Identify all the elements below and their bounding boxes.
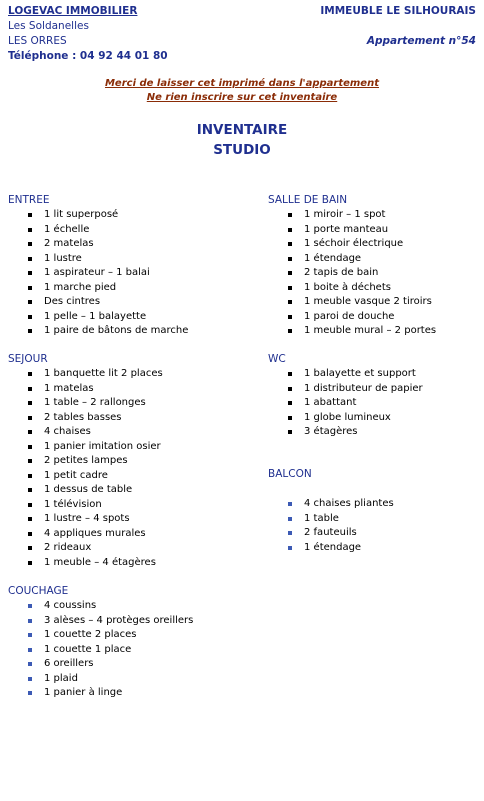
item-list [8,208,188,339]
section-title: SALLE DE BAIN [268,194,348,206]
section-sejour [8,352,163,570]
title-line-2: STUDIO [213,142,271,158]
list-item [44,512,163,527]
list-item [304,411,423,426]
notice-line-1: Merci de laisser cet imprimé dans l'appartement [104,78,379,89]
section-salle-de-bain [268,193,436,339]
item-text: 1 matelas [44,382,94,394]
item-text: 1 séchoir électrique [304,238,404,249]
notice [0,77,484,105]
bullet-icon [28,648,32,652]
list-item [304,367,423,382]
bullet-icon [28,677,32,681]
company-name: LOGEVAC IMMOBILIER [8,5,138,17]
list-item [44,454,163,469]
bullet-icon [28,315,32,319]
item-text: 2 tapis de bain [304,267,379,278]
list-item [304,295,436,310]
bullet-icon [28,228,32,232]
item-text: 1 table [304,512,339,524]
title-line-1: INVENTAIRE [196,122,288,138]
bullet-icon [288,430,292,434]
bullet-icon [288,387,292,391]
bullet-icon [288,401,292,405]
bullet-icon [288,502,292,506]
bullet-icon [28,445,32,449]
list-item [44,541,163,556]
bullet-icon [28,271,32,275]
bullet-icon [28,257,32,261]
list-item [304,541,394,556]
item-text: 1 couette 2 places [44,629,137,640]
item-text: 1 panier imitation osier [44,440,161,452]
list-item [304,252,436,267]
list-item [44,556,163,571]
item-text: 1 couette 1 place [44,643,132,655]
bullet-icon [28,474,32,478]
item-text: 1 échelle [44,223,90,235]
list-item [44,396,163,411]
item-text: 1 petit cadre [44,469,108,481]
list-item [44,614,193,629]
bullet-icon [288,257,292,261]
item-text: 6 oreillers [44,658,94,669]
list-item [44,310,188,325]
bullet-icon [28,387,32,391]
item-text: 4 chaises [44,426,91,437]
list-item [304,497,394,512]
list-item [44,237,188,252]
bullet-icon [288,546,292,550]
list-item [44,295,188,310]
list-item [44,599,193,614]
item-list [268,208,436,339]
list-item [44,223,188,238]
list-item [304,382,423,397]
item-text: 4 coussins [44,600,97,611]
bullet-icon [28,459,32,463]
bullet-icon [28,604,32,608]
item-text: 1 étendage [304,541,362,553]
item-text: 2 fauteuils [304,527,357,538]
item-list [268,367,423,440]
item-text: 1 marche pied [44,281,117,293]
item-text: 1 télévision [44,498,102,510]
bullet-icon [28,242,32,246]
item-text: 3 alèses – 4 protèges oreillers [44,614,194,626]
list-item [44,672,193,687]
header-right [320,4,476,49]
list-item [44,266,188,281]
item-text: 1 boite à déchets [304,281,391,293]
item-text: 3 étagères [304,426,358,437]
bullet-icon [28,503,32,507]
bullet-icon [28,662,32,666]
item-text: 1 panier à linge [44,687,123,698]
item-text: 1 meuble vasque 2 tiroirs [304,296,432,307]
list-item [44,483,163,498]
bullet-icon [28,372,32,376]
item-text: 1 pelle – 1 balayette [44,310,147,322]
building-name: IMMEUBLE LE SILHOURAIS [320,5,476,17]
section-entree [8,193,188,339]
bullet-icon [288,531,292,535]
bullet-icon [288,286,292,290]
item-list [8,367,163,570]
item-text: 1 globe lumineux [304,411,391,423]
item-text: 1 lustre – 4 spots [44,513,130,524]
address-line-1: Les Soldanelles [8,20,89,32]
list-item [44,324,188,339]
section-couchage [8,584,193,701]
item-text: 1 distributeur de papier [304,382,423,394]
list-item [44,657,193,672]
bullet-icon [288,416,292,420]
bullet-icon [288,329,292,333]
item-text: 1 plaid [44,672,78,684]
list-item [304,526,394,541]
list-item [44,498,163,513]
list-item [44,440,163,455]
bullet-icon [28,546,32,550]
bullet-icon [28,286,32,290]
list-item [304,208,436,223]
page-title [0,120,484,160]
bullet-icon [288,315,292,319]
bullet-icon [28,430,32,434]
bullet-icon [28,416,32,420]
item-text: 1 balayette et support [304,368,416,379]
item-text: 1 lit superposé [44,209,119,220]
item-text: 2 petites lampes [44,455,128,466]
item-list [8,599,193,701]
item-text: Des cintres [44,296,101,307]
section-title: SEJOUR [8,353,48,365]
bullet-icon [288,213,292,217]
item-text: 1 aspirateur – 1 balai [44,267,150,278]
bullet-icon [28,561,32,565]
address-line-2: LES ORRES [8,35,67,47]
list-item [44,469,163,484]
section-title: ENTREE [8,194,50,206]
item-text: 1 banquette lit 2 places [44,368,163,379]
list-item [304,223,436,238]
bullet-icon [28,633,32,637]
list-item [44,643,193,658]
list-item [304,425,423,440]
item-list [268,497,394,555]
bullet-icon [28,691,32,695]
list-item [44,367,163,382]
list-item [44,628,193,643]
phone-number: Téléphone : 04 92 44 01 80 [8,50,168,62]
bullet-icon [28,300,32,304]
item-text: 4 chaises pliantes [304,498,394,509]
list-item [44,281,188,296]
item-text: 2 matelas [44,238,94,249]
list-item [304,266,436,281]
list-item [304,512,394,527]
list-item [304,237,436,252]
section-title: COUCHAGE [8,585,69,597]
item-text: 1 lustre [44,252,82,264]
apartment-number: Appartement n°54 [366,35,476,47]
list-item [44,208,188,223]
list-item [44,411,163,426]
bullet-icon [28,401,32,405]
item-text: 1 porte manteau [304,223,389,235]
bullet-icon [28,488,32,492]
bullet-icon [28,213,32,217]
item-text: 1 meuble – 4 étagères [44,556,156,568]
bullet-icon [28,517,32,521]
list-item [304,310,436,325]
notice-line-2: Ne rien inscrire sur cet inventaire [146,92,338,103]
bullet-icon [288,300,292,304]
bullet-icon [288,372,292,376]
item-text: 1 étendage [304,252,362,264]
item-text: 1 abattant [304,397,357,408]
list-item [304,324,436,339]
list-item [44,382,163,397]
item-text: 2 rideaux [44,542,92,553]
section-title: BALCON [268,468,312,480]
section-balcon [268,467,394,555]
list-item [44,252,188,267]
item-text: 1 meuble mural – 2 portes [304,325,437,336]
list-item [304,281,436,296]
list-item [44,425,163,440]
item-text: 1 paroi de douche [304,310,395,322]
section-title: WC [268,353,286,365]
item-text: 1 table – 2 rallonges [44,397,146,408]
item-text: 1 paire de bâtons de marche [44,325,189,336]
list-item [44,686,193,701]
bullet-icon [28,532,32,536]
item-text: 2 tables basses [44,411,122,423]
list-item [44,527,163,542]
item-text: 1 dessus de table [44,484,133,495]
bullet-icon [288,242,292,246]
list-item [304,396,423,411]
item-text: 1 miroir – 1 spot [304,209,386,220]
bullet-icon [288,271,292,275]
bullet-icon [288,228,292,232]
bullet-icon [28,619,32,623]
section-wc [268,352,423,440]
item-text: 4 appliques murales [44,527,146,539]
bullet-icon [28,329,32,333]
bullet-icon [288,517,292,521]
header-left [8,4,168,64]
